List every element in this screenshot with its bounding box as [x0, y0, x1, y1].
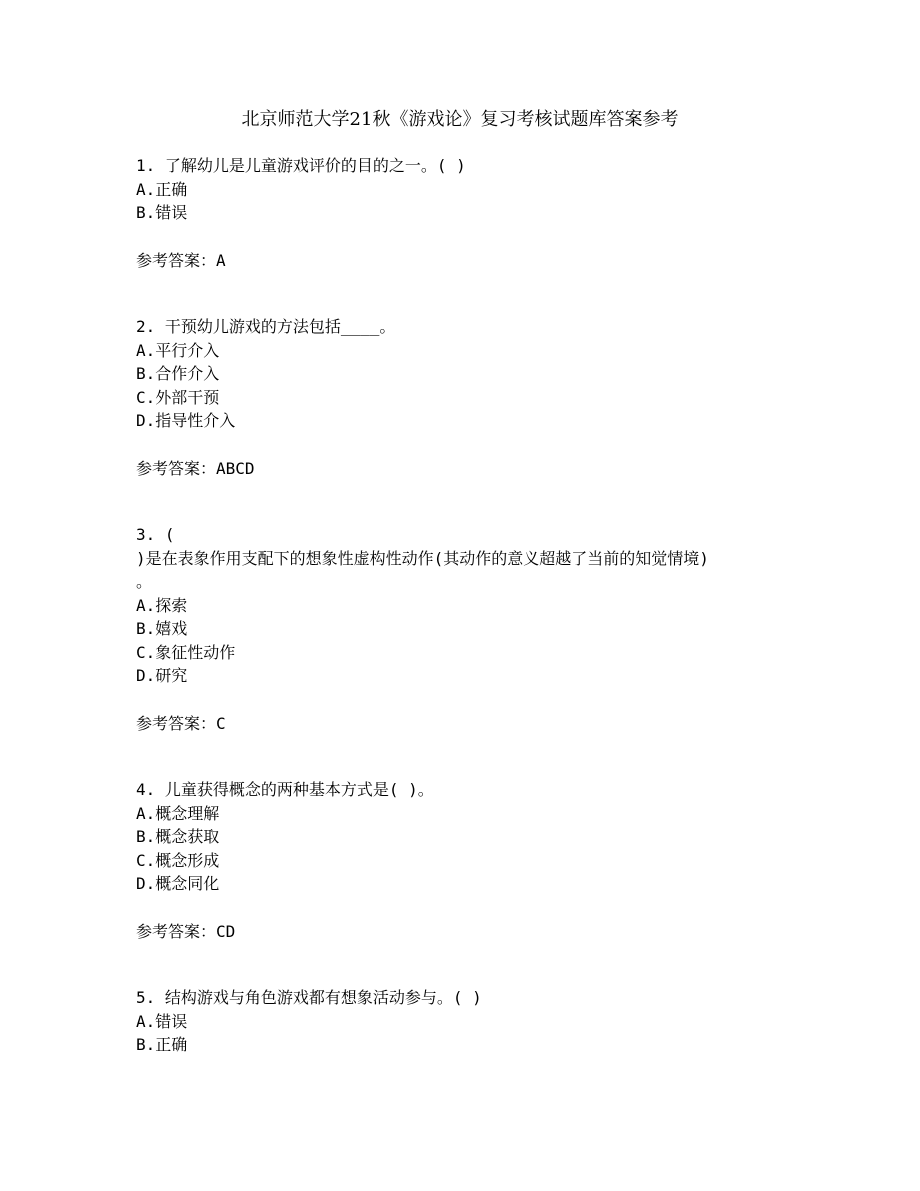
option-a: A.正确	[136, 179, 188, 199]
question-2	[136, 315, 836, 480]
option-a: A.概念理解	[136, 803, 220, 823]
option-c: C.外部干预	[136, 387, 220, 407]
answer-value: CD	[216, 921, 236, 941]
option-a: A.平行介入	[136, 340, 220, 360]
option-d: D.研究	[136, 666, 188, 685]
question-text: 4. 儿童获得概念的两种基本方式是( )。	[136, 780, 434, 799]
question-5	[136, 986, 836, 1057]
answer-line	[136, 457, 836, 481]
answer-label: 参考答案：	[136, 250, 217, 270]
answer-label: 参考答案：	[136, 713, 217, 733]
answer-line	[136, 712, 836, 736]
option-b: B.嬉戏	[136, 619, 188, 638]
option-b: B.合作介入	[136, 364, 220, 383]
question-text-continued: )是在表象作用支配下的想象性虚构性动作(其动作的意义超越了当前的知觉情境)	[136, 548, 709, 568]
question-text: 3. (	[136, 525, 175, 544]
option-d: D.概念同化	[136, 874, 220, 893]
question-text: 1. 了解幼儿是儿童游戏评价的目的之一。( )	[136, 156, 466, 175]
answer-label: 参考答案：	[136, 458, 217, 478]
option-b: B.错误	[136, 203, 188, 222]
option-c: C.象征性动作	[136, 642, 236, 662]
answer-value: ABCD	[216, 458, 255, 478]
option-a: A.错误	[136, 1011, 188, 1031]
option-b: B.概念获取	[136, 827, 220, 846]
question-text: 5. 结构游戏与角色游戏都有想象活动参与。( )	[136, 988, 482, 1007]
option-c: C.概念形成	[136, 850, 220, 870]
document-title: 北京师范大学21秋《游戏论》复习考核试题库答案参考	[241, 109, 679, 130]
question-text-end: 。	[136, 572, 153, 591]
option-b: B.正确	[136, 1035, 188, 1054]
answer-value: A	[216, 250, 226, 270]
option-d: D.指导性介入	[136, 411, 236, 430]
answer-value: C	[216, 713, 226, 733]
answer-line	[136, 920, 836, 944]
option-a: A.探索	[136, 595, 188, 615]
question-3	[136, 523, 836, 735]
question-text: 2. 干预幼儿游戏的方法包括____。	[136, 317, 396, 336]
answer-label: 参考答案：	[136, 921, 217, 941]
question-4	[136, 778, 836, 943]
answer-line	[136, 249, 836, 273]
question-1	[136, 154, 836, 272]
